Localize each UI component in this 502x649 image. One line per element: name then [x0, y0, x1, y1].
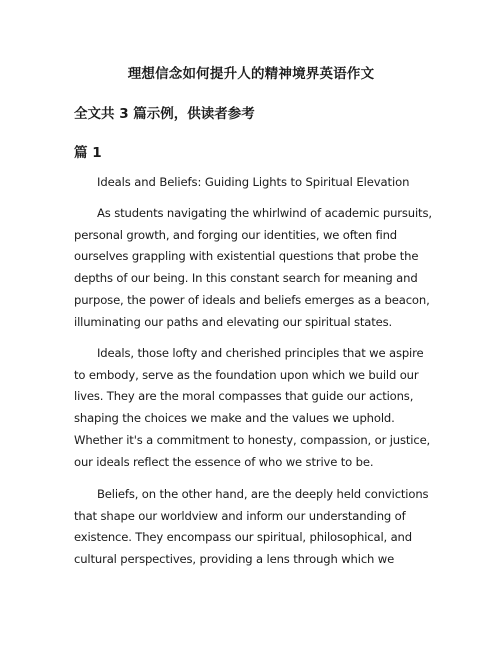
- paragraph-1: As students navigating the whirlwind of academic pursuits, personal growth, and forging our identities, we often find ourselves grappling with existential questions that probe the depths of our being. In this constant search for meaning and purpose, the power of ideals and beliefs emerges as a beacon, illuminating our paths and elevating our spiritual states.: [74, 206, 432, 329]
- document-title: 理想信念如何提升人的精神境界英语作文: [127, 66, 375, 82]
- document-subtitle: 全文共 3 篇示例，供读者参考: [74, 106, 255, 122]
- essay-title: Ideals and Beliefs: Guiding Lights to Spiritual Elevation: [97, 175, 410, 189]
- paragraph-3: Beliefs, on the other hand, are the deeply held convictions that shape our worldview and inform our understanding of existence. They encompass our spiritual, philosophical, and cultural perspectives, providing a lens through which we: [74, 487, 429, 567]
- section-heading: 篇 1: [74, 145, 102, 161]
- paragraph-2: Ideals, those lofty and cherished principles that we aspire to embody, serve as the foundation upon which we build our lives. They are the moral compasses that guide our actions, shaping the choices we make and the values we uphold. Whether it's a commitment to honesty, compassion, or justice, our ideals reflect the essence of who we strive to be.: [74, 346, 431, 469]
